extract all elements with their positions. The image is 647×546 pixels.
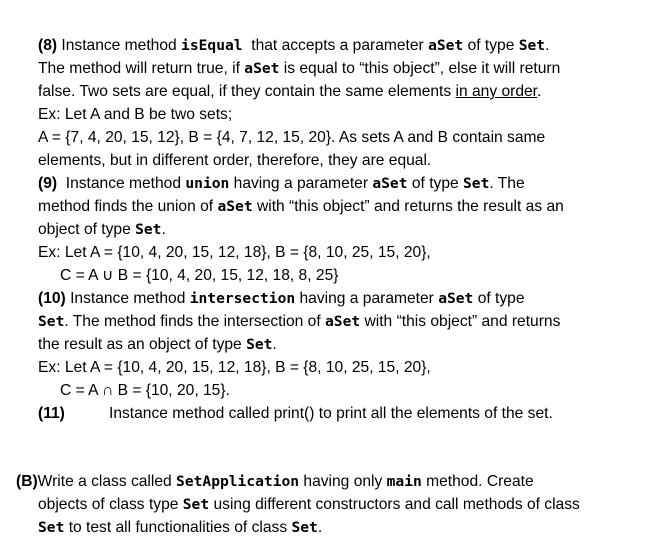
item-11-number: (11) <box>38 405 65 422</box>
type-Set: Set <box>246 336 273 353</box>
type-Set: Set <box>38 313 65 330</box>
item-8-line-3: false. Two sets are equal, if they contain the same elements in any order. <box>38 83 542 100</box>
item-9-example-sets: Ex: Let A = {10, 4, 20, 15, 12, 18}, B = {8, 10, 25, 15, 20}, <box>38 244 431 261</box>
param-aSet: aSet <box>325 313 361 330</box>
item-8-example-intro: Ex: Let A and B be two sets; <box>38 106 233 123</box>
item-9-line-1: (9) Instance method union having a parameter aSet of type Set. The <box>38 175 525 192</box>
param-aSet: aSet <box>428 37 464 54</box>
method-name-union: union <box>185 175 230 192</box>
item-10-example-sets: Ex: Let A = {10, 4, 20, 15, 12, 18}, B = {8, 10, 25, 15, 20}, <box>38 359 431 376</box>
item-11-line <box>38 403 65 425</box>
type-Set: Set <box>38 519 65 536</box>
item-9-example-union: C = A ∪ B = {10, 4, 20, 15, 12, 18, 8, 25} <box>60 267 339 284</box>
section-b-line-1: (B)Write a class called SetApplication having only main method. Create <box>16 473 534 490</box>
item-10-line-2: Set. The method finds the intersection of aSet with “this object” and returns <box>38 313 561 330</box>
underlined-in-any-order: in any order <box>455 83 538 100</box>
item-8-number: (8) <box>38 37 58 54</box>
item-8-example-conclusion: elements, but in different order, therefore, they are equal. <box>38 152 432 169</box>
section-b-label: (B) <box>16 473 38 490</box>
param-aSet: aSet <box>372 175 408 192</box>
param-aSet: aSet <box>217 198 253 215</box>
param-aSet: aSet <box>438 290 474 307</box>
section-b-line-2: objects of class type Set using different constructors and call methods of class <box>38 496 580 513</box>
type-Set: Set <box>291 519 318 536</box>
param-aSet: aSet <box>244 60 280 77</box>
method-name-main: main <box>386 473 422 490</box>
item-9-number: (9) <box>38 175 58 192</box>
item-11-text: Instance method called print() to print all the elements of the set. <box>109 405 553 422</box>
type-Set: Set <box>463 175 490 192</box>
item-9-line-2: method finds the union of aSet with “this object” and returns the result as an <box>38 198 564 215</box>
item-10-line-1: (10) Instance method intersection having a parameter aSet of type <box>38 290 525 307</box>
type-Set: Set <box>182 496 210 513</box>
type-Set: Set <box>135 221 162 238</box>
section-b-line-3: Set to test all functionalities of class Set. <box>38 519 323 536</box>
method-name-isEqual: isEqual <box>181 37 243 54</box>
type-Set: Set <box>518 37 546 54</box>
item-10-line-3: the result as an object of type Set. <box>38 336 277 353</box>
item-8-line-1: (8) Instance method isEqual that accepts a parameter aSet of type Set. <box>38 37 550 54</box>
item-8-example-sets: A = {7, 4, 20, 15, 12}, B = {4, 7, 12, 15, 20}. As sets A and B contain same <box>38 129 546 146</box>
method-name-intersection: intersection <box>189 290 296 307</box>
item-8-line-2: The method will return true, if aSet is equal to “this object”, else it will return <box>38 60 561 77</box>
class-name-SetApplication: SetApplication <box>176 473 300 490</box>
item-10-example-intersection: C = A ∩ B = {10, 20, 15}. <box>60 382 230 399</box>
item-10-number: (10) <box>38 290 66 307</box>
item-9-line-3: object of type Set. <box>38 221 166 238</box>
